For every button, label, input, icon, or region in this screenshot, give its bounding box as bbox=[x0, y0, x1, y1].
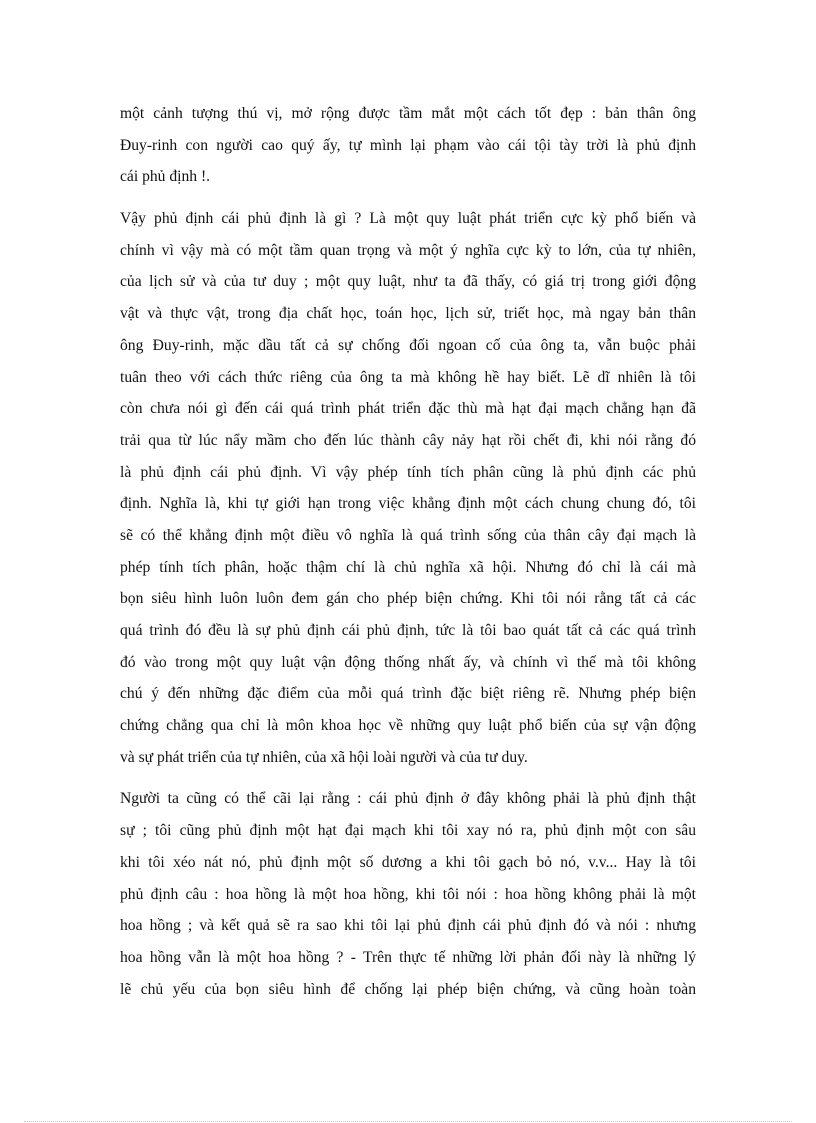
text-line: đó vào trong một quy luật vận động thống nhất ấy, và chính vì thế mà tôi không bbox=[120, 653, 696, 671]
text-line: Người ta cũng có thể cãi lại rằng : cái phủ định ở đây không phải là phủ định thật bbox=[120, 790, 696, 808]
text-line: hoa hồng vẫn là một hoa hồng ? - Trên thực tế những lời phản đối này là những lý bbox=[120, 948, 696, 966]
text-line: còn chưa nói gì đến cái quá trình phát triển đặc thù mà hạt đại mạch chẳng hạn đã bbox=[120, 400, 696, 418]
text-line: quá trình đó đều là sự phủ định cái phủ định, tức là tôi bao quát tất cả các quá trình bbox=[120, 622, 696, 639]
paragraph bbox=[120, 203, 696, 773]
paragraph bbox=[120, 98, 696, 193]
text-line: chú ý đến những đặc điểm của mỗi quá trình đặc biệt riêng rẽ. Nhưng phép biện bbox=[120, 685, 696, 703]
text-line: của lịch sử và của tư duy ; một quy luật, như ta đã thấy, có giá trị trong giới động bbox=[120, 273, 696, 291]
text-line: sẽ có thể khẳng định một điều vô nghĩa là quá trình sống của thân cây đại mạch là bbox=[120, 526, 696, 544]
text-line: Đuy-rinh con người cao quý ấy, tự mình lại phạm vào cái tội tày trời là phủ định bbox=[120, 136, 696, 154]
text-line: phép tính tích phân, hoặc thậm chí là chủ nghĩa xã hội. Nhưng đó chỉ là cái mà bbox=[120, 558, 696, 576]
text-line: Vậy phủ định cái phủ định là gì ? Là một quy luật phát triển cực kỳ phổ biến và bbox=[120, 210, 696, 228]
text-line: chứng chẳng qua chỉ là môn khoa học về những quy luật phổ biến của sự vận động bbox=[120, 717, 696, 735]
text-line: phủ định câu : hoa hồng là một hoa hồng, khi tôi nói : hoa hồng không phải là một bbox=[120, 885, 696, 903]
text-line: là phủ định cái phủ định. Vì vậy phép tính tích phân cũng là phủ định các phủ bbox=[120, 463, 696, 481]
text-line: cái phủ định !. bbox=[120, 168, 211, 186]
text-line: vật và thực vật, trong địa chất học, toán học, lịch sử, triết học, mà ngay bản thân bbox=[120, 305, 696, 323]
text-line: trải qua từ lúc nẩy mầm cho đến lúc thành cây nảy hạt rồi chết đi, khi nói rằng đó bbox=[120, 431, 696, 449]
text-line: hoa hồng ; và kết quả sẽ ra sao khi tôi lại phủ định cái phủ định đó và nói : nhưng bbox=[120, 917, 696, 935]
text-line: chính vì vậy mà có một tầm quan trọng và một ý nghĩa cực kỳ to lớn, của tự nhiên, bbox=[120, 241, 696, 259]
document-body bbox=[120, 98, 696, 1015]
text-line: và sự phát triển của tự nhiên, của xã hội loài người và của tư duy. bbox=[120, 748, 528, 766]
paragraph bbox=[120, 783, 696, 1005]
text-line: tuân theo với cách thức riêng của ông ta mà không hề hay biết. Lẽ dĩ nhiên là tôi bbox=[120, 368, 696, 386]
text-line: lẽ chủ yếu của bọn siêu hình để chống lại phép biện chứng, và cũng hoàn toàn bbox=[120, 980, 696, 998]
page-bottom-rule bbox=[24, 1121, 792, 1122]
text-line: khi tôi xéo nát nó, phủ định một số dương a khi tôi gạch bỏ nó, v.v... Hay là tôi bbox=[120, 853, 696, 871]
text-line: bọn siêu hình luôn luôn đem gán cho phép biện chứng. Khi tôi nói rằng tất cả các bbox=[120, 590, 696, 608]
text-line: định. Nghĩa là, khi tự giới hạn trong việc khẳng định một cách chung chung đó, tôi bbox=[120, 495, 696, 513]
text-line: sự ; tôi cũng phủ định một hạt đại mạch khi tôi xay nó ra, phủ định một con sâu bbox=[120, 822, 696, 840]
text-line: ông Đuy-rinh, mặc dầu tất cả sự chống đối ngoan cố của ông ta, vẫn buộc phải bbox=[120, 336, 696, 354]
text-line: một cảnh tượng thú vị, mở rộng được tầm mắt một cách tốt đẹp : bản thân ông bbox=[120, 105, 696, 122]
